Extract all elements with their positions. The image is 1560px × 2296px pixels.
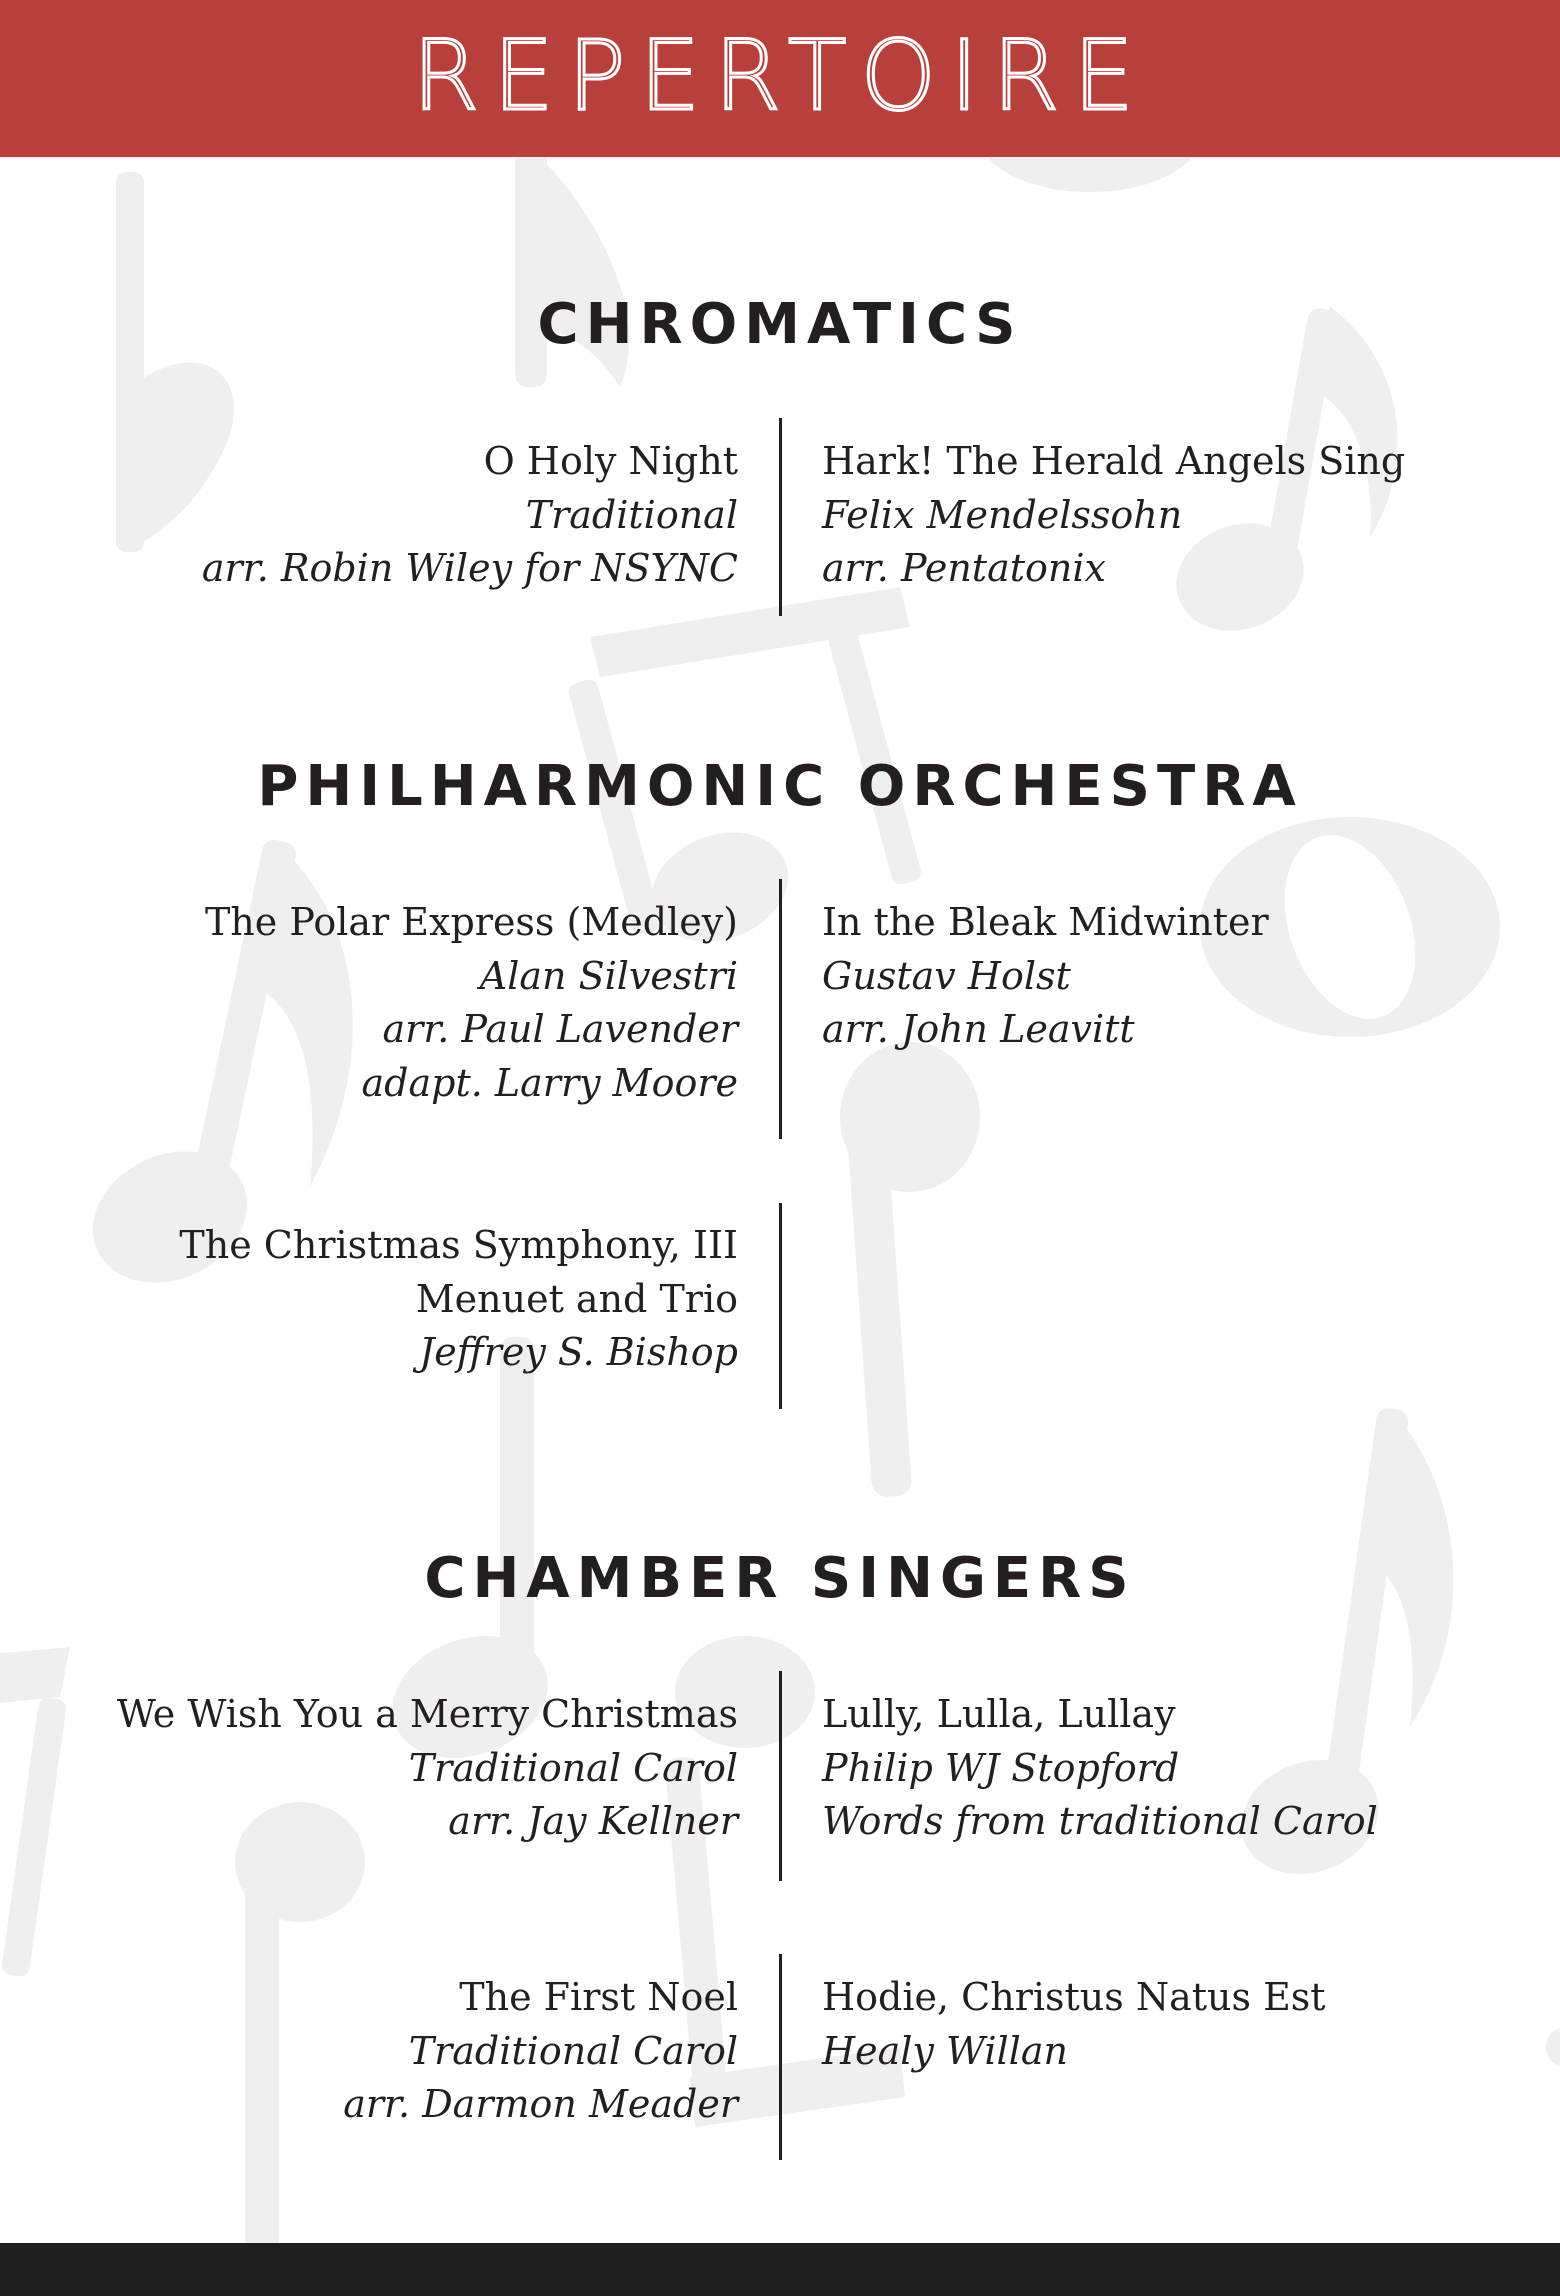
piece-arranger: arr. Robin Wiley for NSYNC — [201, 546, 738, 590]
piece-composer: Traditional Carol — [408, 1745, 738, 1790]
section-title-chamber-singers: CHAMBER SINGERS — [424, 1546, 1136, 1611]
piece-composer: Healy Willan — [822, 2028, 1068, 2073]
piece-hark-the-herald — [822, 435, 1405, 596]
piece-composer: Jeffrey S. Bishop — [419, 1330, 738, 1374]
column-divider — [779, 1954, 782, 2160]
piece-o-holy-night — [202, 435, 738, 596]
piece-composer: Felix Mendelssohn — [822, 492, 1183, 537]
column-divider — [779, 1203, 782, 1409]
piece-title: The Polar Express (Medley) — [204, 900, 738, 944]
piece-composer: Gustav Holst — [822, 953, 1071, 998]
eighth-note-icon — [0, 1647, 70, 1978]
whole-note-icon — [980, 157, 1200, 192]
footer-bar — [0, 2243, 1560, 2296]
piece-title: Hark! The Herald Angels Sing — [822, 439, 1406, 483]
piece-arranger: arr. Jay Kellner — [448, 1799, 738, 1843]
piece-title: Hodie, Christus Natus Est — [822, 1975, 1326, 2019]
page-title: REPERTOIRE — [412, 19, 1148, 132]
piece-title: The First Noel — [459, 1975, 738, 2019]
piece-words: Words from traditional Carol — [822, 1799, 1378, 1843]
column-divider — [779, 418, 782, 616]
piece-bleak-midwinter — [822, 896, 1269, 1057]
piece-composer: Traditional Carol — [408, 2028, 738, 2073]
piece-arranger: arr. Darmon Meader — [343, 2082, 738, 2126]
piece-arranger: arr. Pentatonix — [822, 546, 1106, 590]
column-divider — [779, 1671, 782, 1881]
piece-title: In the Bleak Midwinter — [822, 900, 1269, 944]
header-banner — [0, 0, 1560, 157]
piece-hodie-christus — [822, 1971, 1326, 2078]
piece-title: Lully, Lulla, Lullay — [822, 1692, 1176, 1736]
piece-first-noel — [343, 1971, 738, 2132]
piece-adapter: adapt. Larry Moore — [361, 1060, 738, 1105]
piece-lully-lulla — [822, 1688, 1378, 1849]
piece-composer: Traditional — [525, 492, 738, 537]
piece-composer: Philip WJ Stopford — [822, 1745, 1180, 1790]
piece-we-wish-you — [117, 1688, 738, 1849]
section-title-philharmonic-orchestra: PHILHARMONIC ORCHESTRA — [257, 754, 1303, 819]
piece-polar-express — [205, 896, 738, 1110]
piece-title: O Holy Night — [483, 439, 738, 483]
piece-subtitle: Menuet and Trio — [415, 1276, 738, 1321]
piece-title: We Wish You a Merry Christmas — [116, 1692, 738, 1736]
piece-arranger: arr. John Leavitt — [822, 1007, 1135, 1051]
piece-composer: Alan Silvestri — [479, 953, 738, 998]
piece-arranger: arr. Paul Lavender — [382, 1007, 738, 1051]
piece-title: The Christmas Symphony, III — [179, 1223, 738, 1267]
section-title-chromatics: CHROMATICS — [537, 292, 1023, 357]
piece-christmas-symphony — [179, 1219, 738, 1380]
quarter-note-icon — [840, 1042, 980, 1498]
column-divider — [779, 879, 782, 1139]
